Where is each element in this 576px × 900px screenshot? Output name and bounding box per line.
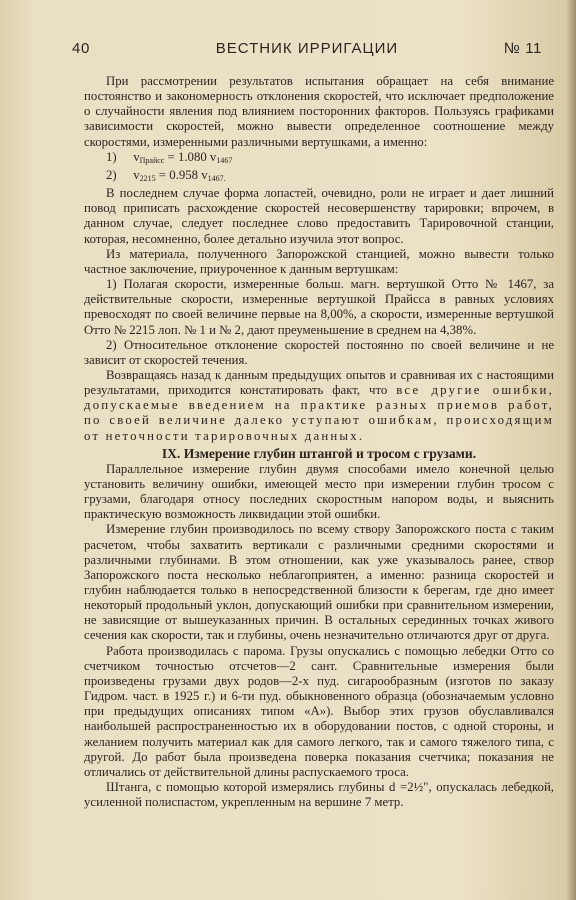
paragraph: Параллельное измерение глубин двумя способами имело конечной целью установить величину ошибки, имеющей место при измерении глубин тросом с грузами, благодаря относу последних скоростным напором воды, и выяснить практическую возможность ликвидации этой ошибки. <box>84 461 554 522</box>
issue-number: № 11 <box>503 40 542 57</box>
paragraph: Измерение глубин производилось по всему створу Запорожского поста с таким расчетом, чтобы захватить вертикали с различными средними скоростями и различными глубинами. В этом отношении, как уже указывалось ранее, створ Запорожского поста несколько неблагоприятен, а именно: разница скоростей и глубин наблюдается только в непосредственной близости к берегам, где дно имеет некоторый продольный уклон, допускающий ошибки при сравнительном измерении, не зависящие от вышеуказанных причин. В остальных серединных точках живого сечения как скорости, так и глубины, очень незначительно отличаются друг от друга. <box>84 522 554 643</box>
formula-eq: = 0.958 v <box>155 167 208 182</box>
section-heading: IX. Измерение глубин штангой и тросом с грузами. <box>161 445 477 461</box>
spaced-emphasis: все другие ошибки, допускаемые введением на практике разных приемов работ, по своей величине далеко уступают ошибкам, происходящим от неточности тарировочных данных. <box>84 383 554 443</box>
formula-2 <box>84 168 554 186</box>
paragraph: Штанга, с помощью которой измерялись глубины d =2½", опускалась лебедкой, усиленной полиспастом, укрепленным на вершине 7 метр. <box>84 780 554 810</box>
page-number: 40 <box>72 40 90 57</box>
formula-subscript: 1467. <box>207 173 226 183</box>
page-edge-shadow <box>566 0 576 900</box>
paragraph: Из материала, полученного Запорожской станцией, можно вывести только частное заключение, приуроченное к данным вертушкам: <box>84 246 554 276</box>
running-header <box>72 40 542 62</box>
formula-var: v <box>133 149 140 164</box>
journal-title: ВЕСТНИК ИРРИГАЦИИ <box>215 40 399 57</box>
formula-var: v <box>133 167 140 182</box>
formula-1 <box>84 150 554 168</box>
formula-eq: = 1.080 v <box>164 149 217 164</box>
article-body <box>84 74 554 810</box>
formula-subscript: 1467 <box>216 155 233 165</box>
formula-subscript: 2215 <box>139 173 156 183</box>
paragraph: 1) Полагая скорости, измеренные больш. магн. вертушкой Отто № 1467, за действительные скорости, измеренные вертушкой Прайсса в равных условиях превосходят по своей величине первые на 8,00%, а скорости, измеренные вертушкой Отто № 2215 лоп. № 1 и № 2, дают преуменьшение в среднем на 4,38%. <box>84 277 554 337</box>
paragraph-text: Возвращаясь назад к данным предыдущих опытов и сравнивая их с настоящими результатами, приходится констатировать факт, что <box>84 367 554 398</box>
formula-label: 2) <box>106 167 117 182</box>
formula-label: 1) <box>106 149 117 164</box>
paragraph: Работа производилась с парома. Грузы опускались с помощью лебедки Отто со счетчиком точностью отсчетов—2 сант. Сравнительные измерения были произведены грузами двух родов—2-х пуд. сигарообразным (изготов по заказу Гидром. част. в 1925 г.) и 6-ти пуд. обыкновенного образца (обозначаемым условно при предыдущих описаниях типом «А»). Выбор этих грузов обуславливался наибольшей распространенностью их в оборудовании постов, с одной стороны, и желанием получить материал как для самого легкого, так и самого тяжелого типа, с другой. До работ была произведена поверка показания счетчика; показания не отличались от действительной длины распускаемого троса. <box>84 643 554 779</box>
paragraph-emphasis <box>84 368 554 444</box>
paragraph: 2) Относительное отклонение скоростей постоянно по своей величине и не зависит от скоростей течения. <box>84 337 554 367</box>
paragraph: В последнем случае форма лопастей, очевидно, роли не играет и дает лишний повод приписать расхождение скоростей несовершенству тарировки; впрочем, в данном случае, следует последнее слово предоставить Тарировочной станции, которая, несомненно, более детально изучила этот вопрос. <box>84 186 554 246</box>
paragraph: При рассмотрении результатов испытания обращает на себя внимание постоянство и закономерность отклонения скоростей, что исключает предположение о случайности явления под влиянием посторонних факторов. Пользуясь графиками зависимости скоростей, можно вывести определенное соотношение между скоростями, измеренными различными вертушками, а именно: <box>84 74 554 149</box>
formula-subscript: Прайсс <box>139 155 165 165</box>
